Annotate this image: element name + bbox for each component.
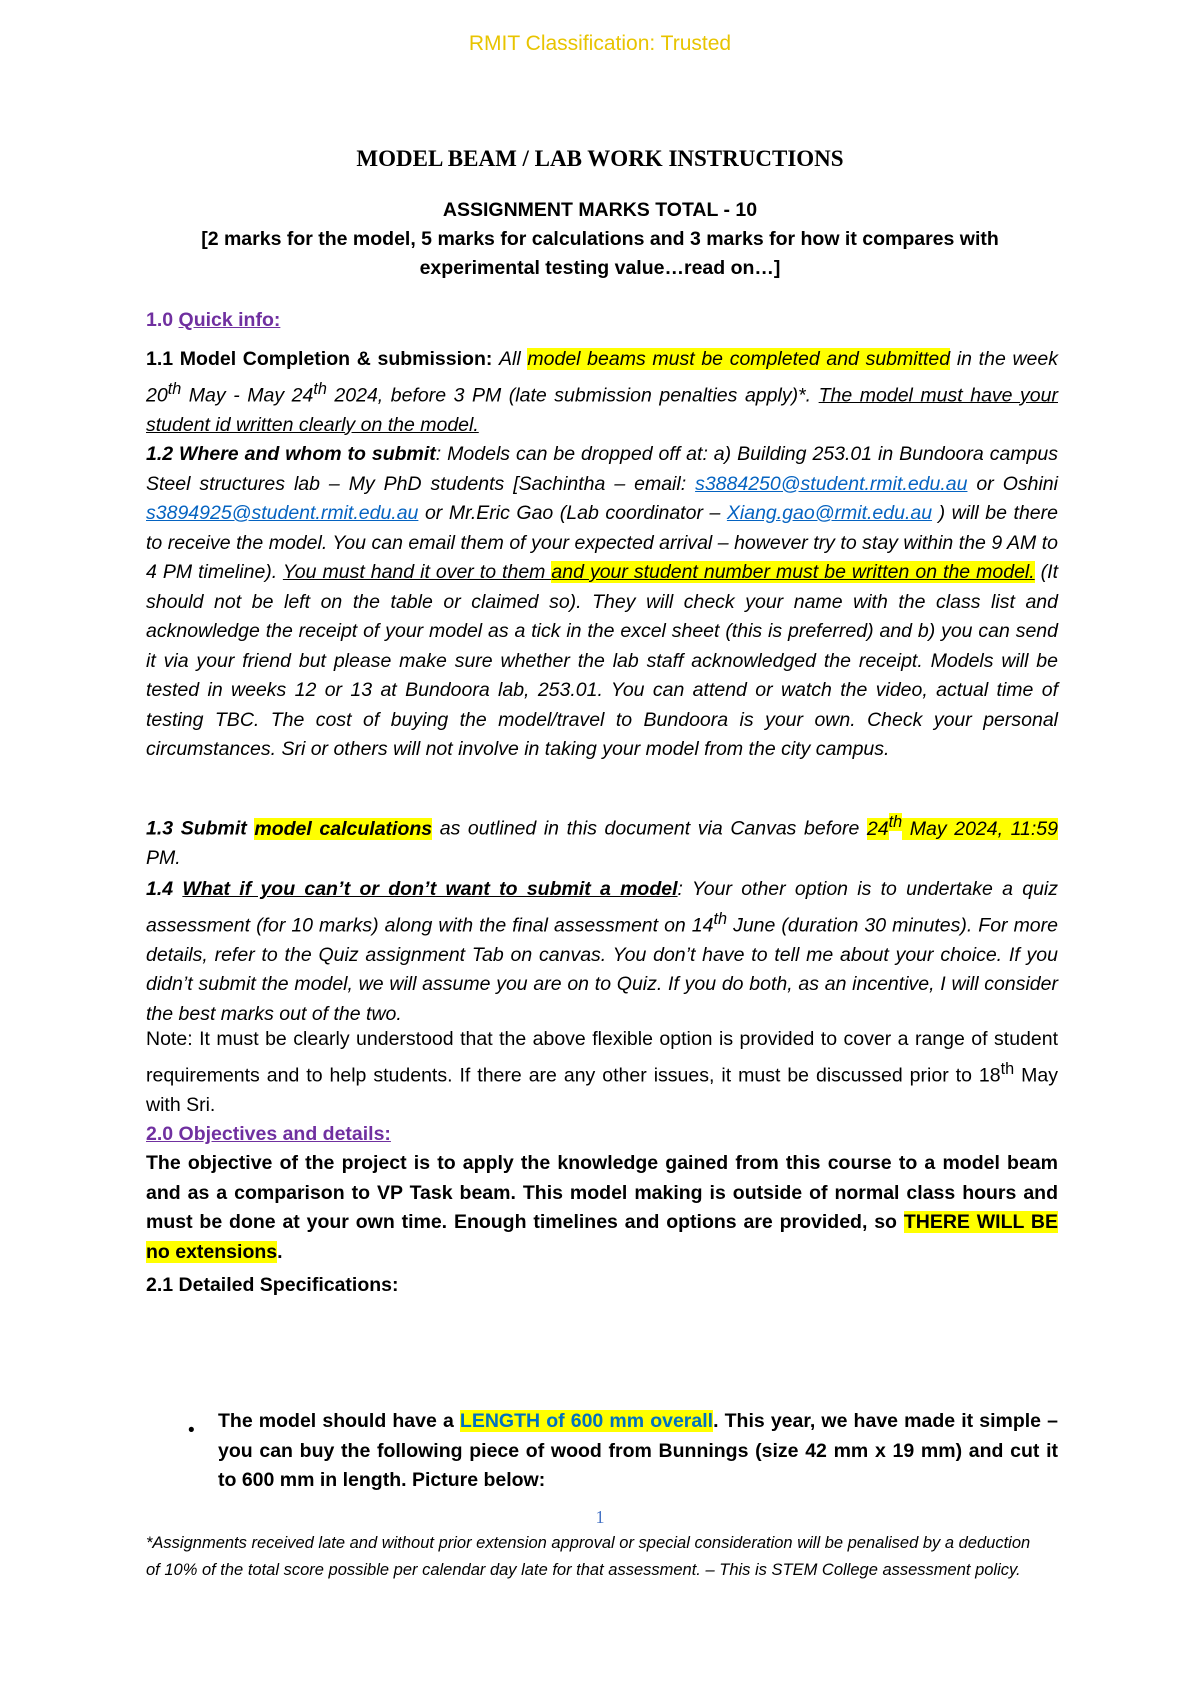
- marks-breakdown-line2: experimental testing value…read on…]: [419, 257, 781, 279]
- email-link-eric-gao[interactable]: Xiang.gao@rmit.edu.au: [726, 502, 933, 524]
- document-title: MODEL BEAM / LAB WORK INSTRUCTIONS: [356, 146, 844, 171]
- bullet-dot: •: [188, 1420, 195, 1441]
- highlight-model-beams: model beams must be completed and submitted: [527, 348, 951, 370]
- email-link-oshini[interactable]: s3894925@student.rmit.edu.au: [146, 502, 419, 524]
- classification-header: RMIT Classification: Trusted: [468, 32, 732, 55]
- marks-total: ASSIGNMENT MARKS TOTAL - 10: [442, 199, 758, 221]
- section-2-1-heading: 2.1 Detailed Specifications:: [146, 1274, 399, 1296]
- footnote: *Assignments received late and without prior extension approval or special consideration will be penalised by a deduction of 10% of the total score possible per calendar day late for that assessment. – This is STEM College assessment policy.: [146, 1534, 1031, 1579]
- paragraph-1-3: 1.3 Submit model calculations as outlined in this document via Canvas before 24th May 2024, 11:59 PM.: [146, 813, 1058, 869]
- highlight-model-calculations: model calculations: [254, 817, 433, 840]
- highlight-deadline: 24: [866, 817, 889, 840]
- highlight-length: LENGTH of 600 mm overall: [459, 1410, 714, 1432]
- paragraph-1-4: 1.4 What if you can’t or don’t want to submit a model: Your other option is to undertake a quiz assessment (for 10 marks) along with the final assessment on 14th June (duration 30 minutes). For more details, refer to the Quiz assignment Tab on canvas. You don’t have to tell me about your choice. If you didn’t submit the model, we will assume you are on to Quiz. If you do both, as an incentive, I will consider the best marks out of the two.: [146, 878, 1058, 1025]
- section-2-heading: 2.0 Objectives and details:: [146, 1123, 391, 1145]
- bullet-specification-length: The model should have a LENGTH of 600 mm overall. This year, we have made it simple – you can buy the following piece of wood from Bunnings (size 42 mm x 19 mm) and cut it to 600 mm in length. Picture below:: [218, 1410, 1058, 1491]
- highlight-student-number: and your student number must be written on the model.: [551, 561, 1035, 583]
- section-1-number: 1.0: [146, 309, 179, 331]
- highlight-no-extensions: THERE WILL BE no extensions: [146, 1211, 1058, 1263]
- paragraph-1-2: 1.2 Where and whom to submit: Models can be dropped off at: a) Building 253.01 in Bundoora campus Steel structures lab – My PhD students [Sachintha – email: s3884250@student.rmit.edu.au or Oshini s3894925@student.rmit.edu.au or Mr.Eric Gao (Lab coordinator – Xiang.gao@rmit.edu.au ) will be there to receive the model. You can email them of your expected arrival – however try to stay within the 9 AM to 4 PM timeline). You must hand it over to them and your student number must be written on the model. (It should not be left on the table or claimed so). They will check your name with the class list and acknowledge the receipt of your model as a tick in the excel sheet (this is preferred) and b) you can send it via your friend but please make sure whether the lab staff acknowledged the receipt. Models will be tested in weeks 12 or 13 at Bundoora lab, 253.01. You can attend or watch the video, actual time of testing TBC. The cost of buying the model/travel to Bundoora is your own. Check your personal circumstances. Sri or others will not involve in taking your model from the city campus.: [146, 443, 1059, 760]
- paragraph-1-1: 1.1 Model Completion & submission: All model beams must be completed and submitted in the week 20th May - May 24th 2024, before 3 PM (late submission penalties apply)*. The model must have your student id written clearly on the model.: [146, 348, 1059, 436]
- marks-breakdown-line1: [2 marks for the model, 5 marks for calculations and 3 marks for how it compares with: [201, 228, 999, 250]
- note-paragraph: Note: It must be clearly understood that the above flexible option is provided to cover a range of student requirements and to help students. If there are any other issues, it must be discussed prior to 18th May with Sri.: [146, 1028, 1058, 1116]
- objectives-paragraph: The objective of the project is to apply the knowledge gained from this course to a model beam and as a comparison to VP Task beam. This model making is outside of normal class hours and must be done at your own time. Enough timelines and options are provided, so THERE WILL BE no extensions.: [146, 1152, 1058, 1263]
- section-1-title: Quick info:: [178, 309, 281, 331]
- email-link-sachintha[interactable]: s3884250@student.rmit.edu.au: [695, 472, 968, 495]
- page-number: 1: [595, 1507, 605, 1527]
- section-1-heading: [146, 306, 1058, 336]
